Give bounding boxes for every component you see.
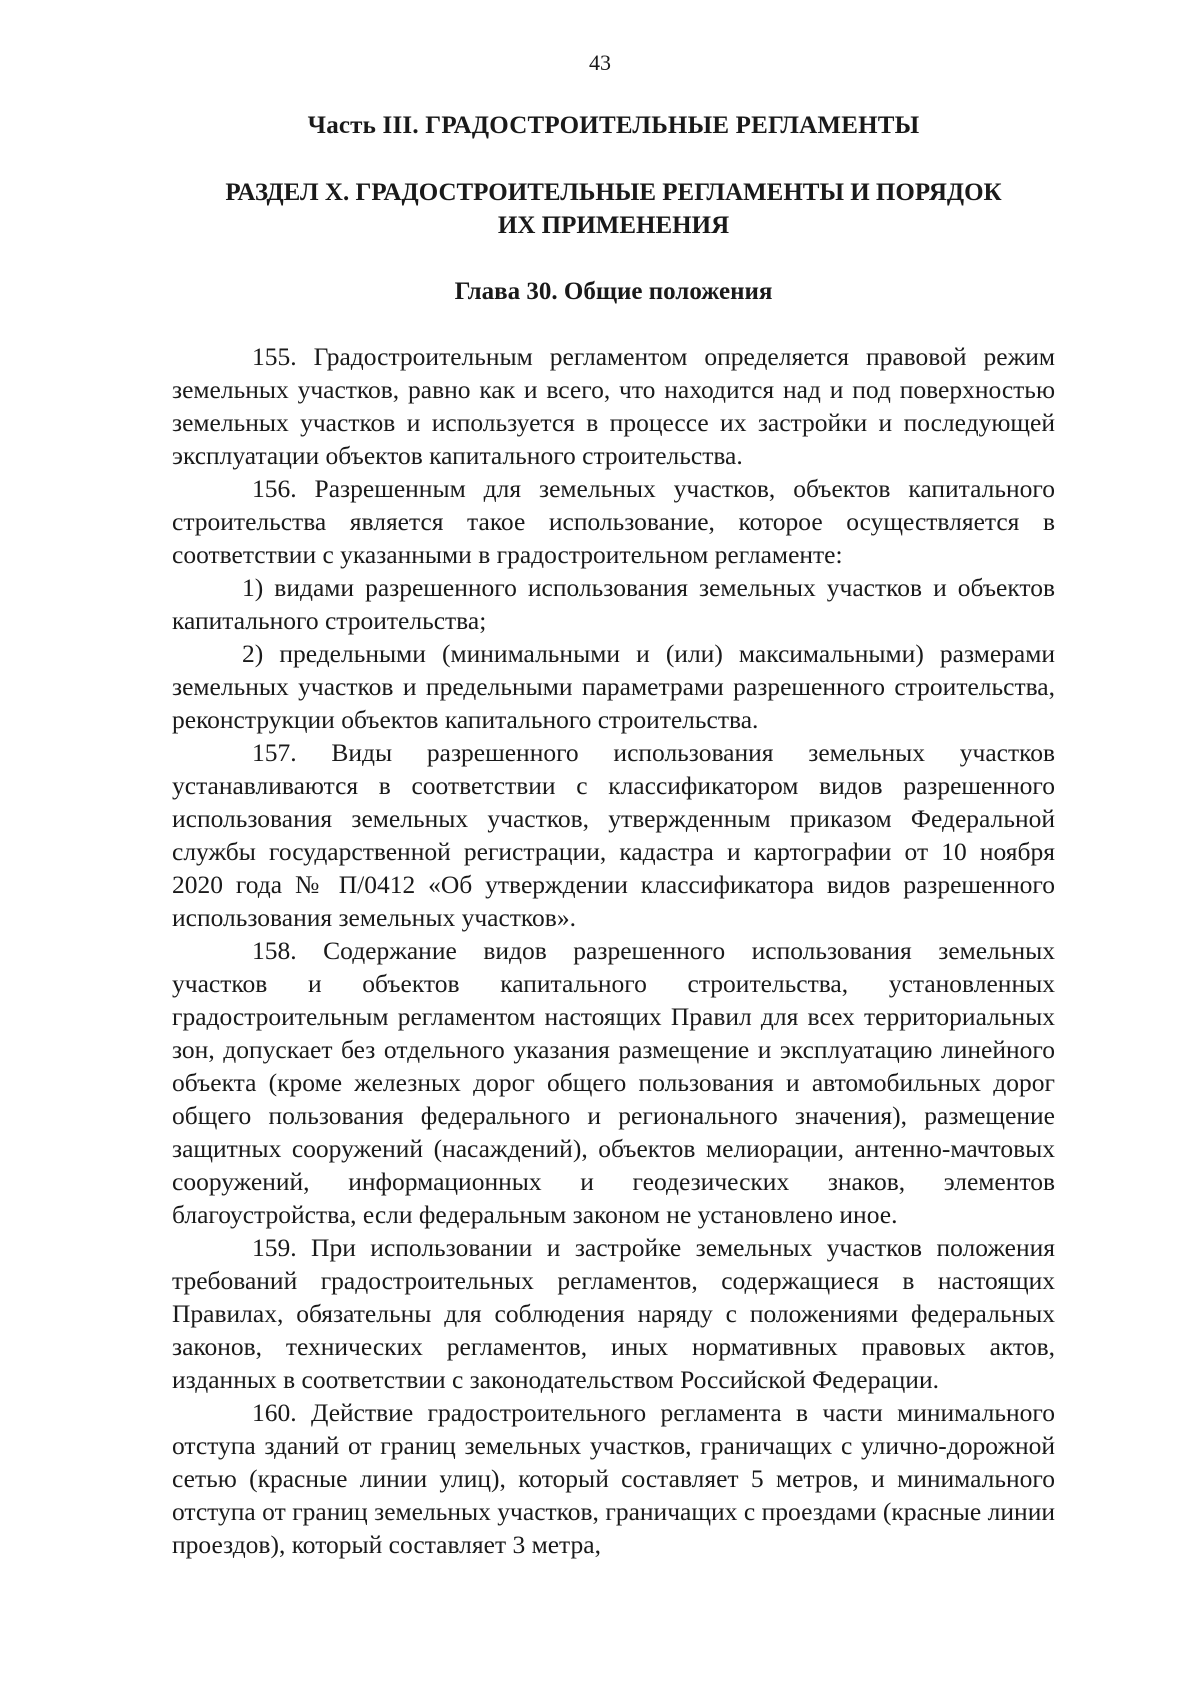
part-title: Часть III. ГРАДОСТРОИТЕЛЬНЫЕ РЕГЛАМЕНТЫ xyxy=(307,112,920,139)
section-title-line-2: ИХ ПРИМЕНЕНИЯ xyxy=(497,212,730,239)
paragraph-157: 157. Виды разрешенного использования земельных участков устанавливаются в соответствии с классификатором видов разрешенного использования земельных участков, утвержденным приказом Федеральной службы государственной регистрации, кадастра и картографии от 10 ноября 2020 года № П/0412 «Об утверждении классификатора видов разрешенного использования земельных участков». xyxy=(172,738,1055,932)
page-number: 43 xyxy=(589,50,611,75)
list-item-1: 1) видами разрешенного использования земельных участков и объектов капитального строительства; xyxy=(172,573,1055,635)
section-title xyxy=(172,176,1055,242)
paragraph-158: 158. Содержание видов разрешенного использования земельных участков и объектов капитального строительства, установленных градостроительным регламентом настоящих Правил для всех территориальных зон, допускает без отдельного указания размещение и эксплуатацию линейного объекта (кроме железных дорог общего пользования и автомобильных дорог общего пользования федерального и регионального значения), размещение защитных сооружений (насаждений), объектов мелиорации, антенно-мачтовых сооружений, информационных и геодезических знаков, элементов благоустройства, если федеральным законом не установлено иное. xyxy=(172,936,1055,1229)
document-body xyxy=(172,340,1055,1561)
chapter-title: Глава 30. Общие положения xyxy=(454,278,773,305)
paragraph-160: 160. Действие градостроительного регламента в части минимального отступа зданий от границ земельных участков, граничащих с улично-дорожной сетью (красные линии улиц), который составляет 5 метров, и минимального отступа от границ земельных участков, граничащих с проездами (красные линии проездов), который составляет 3 метра, xyxy=(172,1398,1055,1559)
paragraph-156: 156. Разрешенным для земельных участков, объектов капитального строительства является такое использование, которое осуществляется в соответствии с указанными в градостроительном регламенте: xyxy=(172,474,1055,569)
paragraph-159: 159. При использовании и застройке земельных участков положения требований градостроительных регламентов, содержащиеся в настоящих Правилах, обязательны для соблюдения наряду с положениями федеральных законов, технических регламентов, иных нормативных правовых актов, изданных в соответствии с законодательством Российской Федерации. xyxy=(172,1233,1055,1394)
paragraph-155: 155. Градостроительным регламентом определяется правовой режим земельных участков, равно как и всего, что находится над и под поверхностью земельных участков и используется в процессе их застройки и последующей эксплуатации объектов капитального строительства. xyxy=(172,342,1055,470)
section-title-line-1: РАЗДЕЛ X. ГРАДОСТРОИТЕЛЬНЫЕ РЕГЛАМЕНТЫ И ПОРЯДОК xyxy=(225,179,1002,206)
list-item-2: 2) предельными (минимальными и (или) максимальными) размерами земельных участков и предельными параметрами разрешенного строительства, реконструкции объектов капитального строительства. xyxy=(172,639,1055,734)
